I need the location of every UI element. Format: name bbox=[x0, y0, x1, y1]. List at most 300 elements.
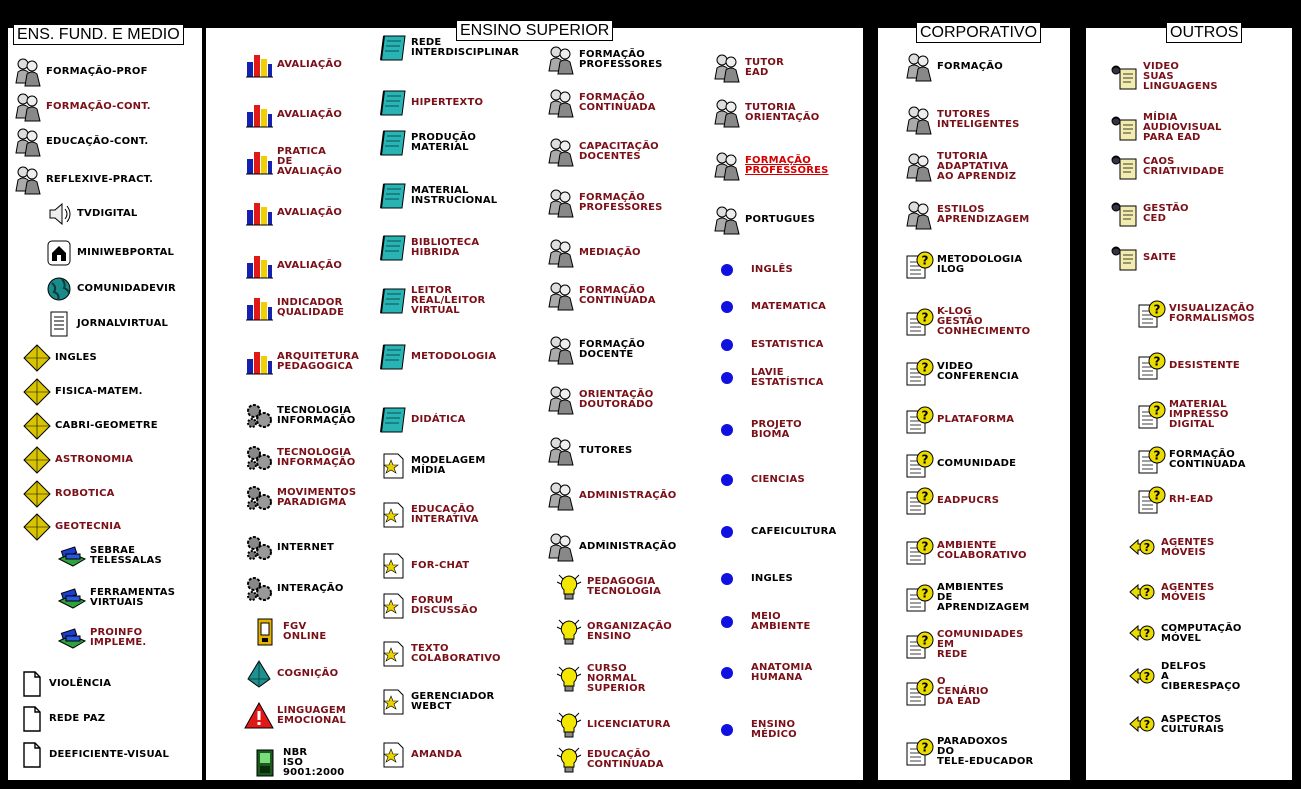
menu-link-ambientes-de-aprendizagem[interactable] bbox=[904, 583, 1029, 613]
menu-link-label: INTERAÇÃO bbox=[277, 583, 344, 594]
menu-link-label: INDICADOR QUALIDADE bbox=[277, 297, 345, 318]
menu-link-leitor-real-leitor-virtual[interactable] bbox=[378, 286, 485, 316]
svg-text:?: ? bbox=[1143, 718, 1151, 731]
menu-link-ferramentas-virtuais[interactable] bbox=[57, 583, 175, 613]
menu-link-label: FORMAÇÃO DOCENTE bbox=[579, 339, 645, 360]
menu-link-avalia-o[interactable] bbox=[244, 100, 342, 130]
menu-link-label: CABRI-GEOMETRE bbox=[55, 420, 158, 431]
people-group-icon bbox=[546, 335, 576, 365]
notebook-icon bbox=[378, 233, 408, 263]
menu-link-hipertexto[interactable] bbox=[378, 88, 483, 118]
menu-link-label: RH-EAD bbox=[1169, 494, 1214, 505]
menu-link-label: VIOLÊNCIA bbox=[49, 678, 112, 689]
blue-dot-icon bbox=[718, 292, 748, 322]
menu-link-tutoria-adaptativa-ao-aprendiz[interactable] bbox=[904, 152, 1016, 182]
menu-link-label: COMUNIDADES EM REDE bbox=[937, 629, 1024, 660]
menu-link-label: CAOS CRIATIVIDADE bbox=[1143, 156, 1225, 177]
menu-link-orienta-o-doutorado[interactable] bbox=[546, 385, 654, 415]
menu-link-label: BIBLIOTECA HIBRIDA bbox=[411, 237, 480, 258]
menu-link-label: COGNIÇÃO bbox=[277, 668, 339, 679]
menu-link-tecnologia-informa-o[interactable] bbox=[244, 443, 355, 473]
bar-chart-icon bbox=[244, 293, 274, 323]
menu-link-label: INGLES bbox=[55, 352, 97, 363]
menu-link-label: REFLEXIVE-PRACT. bbox=[46, 174, 154, 185]
menu-link-label: COMPUTAÇÃO MÓVEL bbox=[1161, 623, 1242, 644]
menu-link-rh-ead[interactable] bbox=[1136, 485, 1213, 515]
menu-link-visualiza-o-formalismos[interactable] bbox=[1136, 299, 1255, 329]
menu-link-label: JORNALVIRTUAL bbox=[77, 318, 169, 329]
notebook-icon bbox=[378, 181, 408, 211]
menu-link-estilos-aprendizagem[interactable] bbox=[904, 200, 1029, 230]
menu-link-matematica[interactable] bbox=[718, 292, 826, 322]
menu-link-label: MATERIAL INSTRUCIONAL bbox=[411, 185, 498, 206]
menu-link-pedagogia-tecnologia[interactable] bbox=[554, 572, 661, 602]
menu-link-indicador-qualidade[interactable] bbox=[244, 293, 344, 323]
menu-link-ambiente-colaborativo[interactable] bbox=[904, 536, 1027, 566]
blue-dot-icon bbox=[718, 465, 748, 495]
menu-link-licenciatura[interactable] bbox=[554, 710, 670, 740]
question-doc-icon bbox=[904, 307, 934, 337]
blank-page-icon bbox=[16, 669, 46, 699]
newspaper-icon bbox=[44, 309, 74, 339]
menu-link-label: ESTATISTICA bbox=[751, 339, 824, 350]
phone-icon bbox=[250, 617, 280, 647]
menu-link-label: AMBIENTE COLABORATIVO bbox=[937, 540, 1027, 561]
people-group-icon bbox=[904, 105, 934, 135]
people-group-icon bbox=[904, 200, 934, 230]
menu-link-k-log-gest-o-conhecimento[interactable] bbox=[904, 307, 1030, 337]
menu-link-agentes-m-veis[interactable] bbox=[1128, 578, 1214, 608]
menu-link-label: ARQUITETURA PEDAGOGICA bbox=[277, 351, 360, 372]
menu-link-m-dia-audiovisual-para-ead[interactable] bbox=[1110, 113, 1222, 143]
people-group-icon bbox=[712, 151, 742, 181]
menu-link-label: METODOLOGIA bbox=[411, 351, 497, 362]
menu-link-label: MINIWEBPORTAL bbox=[77, 247, 175, 258]
menu-link-label: ASPECTOS CULTURAIS bbox=[1161, 714, 1225, 735]
menu-link-cafeicultura[interactable] bbox=[718, 517, 836, 547]
menu-link-educa-o-interativa[interactable] bbox=[378, 500, 479, 530]
warning-icon bbox=[244, 701, 274, 731]
menu-link-label: PLATAFORMA bbox=[937, 414, 1015, 425]
menu-link-ensino-m-dico[interactable] bbox=[718, 715, 797, 745]
menu-link-forma-o-continuada[interactable] bbox=[546, 88, 656, 118]
menu-link-ciencias[interactable] bbox=[718, 465, 805, 495]
menu-link-forma-o-continuada[interactable] bbox=[546, 281, 656, 311]
menu-link-gerenciador-webct[interactable] bbox=[378, 687, 494, 717]
menu-link-projeto-bioma[interactable] bbox=[718, 415, 802, 445]
menu-link-saite[interactable] bbox=[1110, 243, 1176, 273]
menu-link-label: AMBIENTES DE APRENDIZAGEM bbox=[937, 582, 1030, 613]
blue-dot-icon bbox=[718, 517, 748, 547]
menu-link-tutor-ead[interactable] bbox=[712, 53, 784, 83]
menu-link-eadpucrs[interactable] bbox=[904, 486, 999, 516]
menu-link-lavie-estat-stica[interactable] bbox=[718, 363, 824, 393]
menu-link-caos-criatividade[interactable] bbox=[1110, 152, 1224, 182]
menu-link-robotica[interactable] bbox=[22, 479, 115, 509]
question-arrow-icon bbox=[1128, 619, 1158, 649]
menu-link-forma-o-continuada[interactable] bbox=[1136, 445, 1246, 475]
menu-link-educa-o-continuada[interactable] bbox=[554, 745, 664, 775]
menu-link-avalia-o[interactable] bbox=[244, 251, 342, 281]
menu-link-aspectos-culturais[interactable] bbox=[1128, 710, 1224, 740]
menu-link-label: AVALIAÇÃO bbox=[277, 207, 343, 218]
menu-link-did-tica[interactable] bbox=[378, 405, 466, 435]
menu-link-label: MÍDIA AUDIOVISUAL PARA EAD bbox=[1143, 112, 1222, 143]
menu-link-viol-ncia[interactable] bbox=[16, 669, 111, 699]
diamond-icon bbox=[22, 479, 52, 509]
notebook-icon bbox=[378, 286, 408, 316]
menu-link-label: LEITOR REAL/LEITOR VIRTUAL bbox=[411, 285, 486, 316]
menu-link-linguagem-emocional[interactable] bbox=[244, 701, 346, 731]
blank-page-icon bbox=[16, 740, 46, 770]
menu-link-label: FORMAÇÃO PROFESSORES bbox=[745, 155, 829, 176]
gears-icon bbox=[244, 483, 274, 513]
menu-link-arquitetura-pedagogica[interactable] bbox=[244, 347, 359, 377]
bar-chart-icon bbox=[244, 50, 274, 80]
question-doc-icon bbox=[904, 583, 934, 613]
lightbulb-icon bbox=[554, 664, 584, 694]
menu-link-paradoxos-do-tele-educador[interactable] bbox=[904, 737, 1033, 767]
menu-link-desistente[interactable] bbox=[1136, 351, 1240, 381]
menu-link-label: DIDÁTICA bbox=[411, 414, 466, 425]
menu-link-administra-o[interactable] bbox=[546, 532, 676, 562]
menu-link-comunidades-em-rede[interactable] bbox=[904, 630, 1024, 660]
svg-text:?: ? bbox=[1153, 448, 1161, 463]
menu-link-label: DELFOS A CIBERESPAÇO bbox=[1161, 661, 1241, 692]
people-group-icon bbox=[13, 127, 43, 157]
menu-link-metodologia[interactable] bbox=[378, 342, 496, 372]
menu-link-label: ESTILOS APRENDIZAGEM bbox=[937, 204, 1030, 225]
menu-link-administra-o[interactable] bbox=[546, 481, 676, 511]
people-group-icon bbox=[546, 436, 576, 466]
menu-link-forma-o-prof[interactable] bbox=[13, 57, 148, 87]
menu-link-estatistica[interactable] bbox=[718, 330, 824, 360]
menu-link-plataforma[interactable] bbox=[904, 405, 1014, 435]
people-group-icon bbox=[13, 92, 43, 122]
question-doc-icon bbox=[904, 486, 934, 516]
gears-icon bbox=[244, 401, 274, 431]
menu-link-label: TUTORES bbox=[579, 445, 633, 456]
menu-link-label: LINGUAGEM EMOCIONAL bbox=[277, 705, 347, 726]
menu-link-label: FORMAÇÃO CONTINUADA bbox=[579, 285, 656, 306]
books-icon bbox=[57, 583, 87, 613]
menu-link-label: EDUCAÇÃO-CONT. bbox=[46, 136, 149, 147]
menu-link-forma-o-docente[interactable] bbox=[546, 335, 645, 365]
menu-link-rede-paz[interactable] bbox=[16, 704, 105, 734]
menu-link-texto-colaborativo[interactable] bbox=[378, 639, 501, 669]
star-page-icon bbox=[378, 591, 408, 621]
menu-link-video-conferencia[interactable] bbox=[904, 357, 1019, 387]
menu-link-anatomia-humana[interactable] bbox=[718, 658, 812, 688]
question-arrow-icon bbox=[1128, 662, 1158, 692]
people-group-icon bbox=[546, 238, 576, 268]
question-arrow-icon bbox=[1128, 533, 1158, 563]
scroll-icon bbox=[1110, 62, 1140, 92]
menu-link-delfos-a-ciberespa-o[interactable] bbox=[1128, 662, 1240, 692]
menu-link-amanda[interactable] bbox=[378, 740, 462, 770]
bar-chart-icon bbox=[244, 347, 274, 377]
question-doc-icon bbox=[1136, 485, 1166, 515]
blank-page-icon bbox=[16, 704, 46, 734]
svg-text:?: ? bbox=[1153, 354, 1161, 369]
lightbulb-icon bbox=[554, 745, 584, 775]
lightbulb-icon bbox=[554, 617, 584, 647]
menu-link-label: TUTORES INTELIGENTES bbox=[937, 109, 1020, 130]
gears-icon bbox=[244, 533, 274, 563]
house-icon bbox=[44, 238, 74, 268]
svg-text:?: ? bbox=[921, 539, 929, 554]
menu-link-label: MEIO AMBIENTE bbox=[751, 611, 811, 632]
menu-link-label: FOR-CHAT bbox=[411, 560, 470, 571]
blue-dot-icon bbox=[718, 330, 748, 360]
bar-chart-icon bbox=[244, 100, 274, 130]
menu-link-label: PRATICA DE AVALIAÇÃO bbox=[277, 146, 343, 177]
notebook-icon bbox=[378, 88, 408, 118]
menu-link-organiza-o-ensino[interactable] bbox=[554, 617, 672, 647]
menu-link-label: FORMAÇÃO PROFESSORES bbox=[579, 192, 663, 213]
svg-text:?: ? bbox=[1153, 302, 1161, 317]
question-doc-icon bbox=[904, 357, 934, 387]
people-group-icon bbox=[546, 385, 576, 415]
lightbulb-icon bbox=[554, 710, 584, 740]
blue-dot-icon bbox=[718, 607, 748, 637]
people-group-icon bbox=[546, 281, 576, 311]
menu-link-label: GERENCIADOR WEBCT bbox=[411, 691, 495, 712]
menu-link-label: CURSO NORMAL SUPERIOR bbox=[587, 663, 646, 694]
menu-link-label: PRODUÇÃO MATERIAL bbox=[411, 132, 477, 153]
bar-chart-icon bbox=[244, 251, 274, 281]
blue-dot-icon bbox=[718, 255, 748, 285]
menu-link-metodologia-ilog[interactable] bbox=[904, 250, 1022, 280]
menu-link-computa-o-m-vel[interactable] bbox=[1128, 619, 1242, 649]
svg-text:?: ? bbox=[1143, 541, 1151, 554]
menu-link-label: PEDAGOGIA TECNOLOGIA bbox=[587, 576, 662, 597]
menu-link-tutoria-orienta-o[interactable] bbox=[712, 98, 820, 128]
menu-link-forma-o[interactable] bbox=[904, 52, 1003, 82]
menu-link-portugues[interactable] bbox=[712, 205, 815, 235]
menu-link-educa-o-cont[interactable] bbox=[13, 127, 148, 157]
menu-link-label: GEOTECNIA bbox=[55, 521, 122, 532]
scroll-icon bbox=[1110, 113, 1140, 143]
menu-link-material-instrucional[interactable] bbox=[378, 181, 497, 211]
menu-link-label: MODELAGEM MÍDIA bbox=[411, 455, 486, 476]
gears-icon bbox=[244, 574, 274, 604]
menu-link-curso-normal-superior[interactable] bbox=[554, 664, 646, 694]
svg-text:?: ? bbox=[1143, 670, 1151, 683]
svg-text:?: ? bbox=[1153, 403, 1161, 418]
star-page-icon bbox=[378, 451, 408, 481]
menu-link-miniwebportal[interactable] bbox=[44, 238, 174, 268]
diamond-icon bbox=[22, 445, 52, 475]
menu-link-label: AVALIAÇÃO bbox=[277, 260, 343, 271]
svg-text:?: ? bbox=[921, 586, 929, 601]
menu-link-proinfo-impleme[interactable] bbox=[57, 623, 146, 653]
question-doc-icon bbox=[904, 405, 934, 435]
svg-text:?: ? bbox=[921, 253, 929, 268]
menu-link-label: MOVIMENTOS PARADIGMA bbox=[277, 487, 357, 508]
star-page-icon bbox=[378, 639, 408, 669]
menu-link-label: AVALIAÇÃO bbox=[277, 59, 343, 70]
blue-dot-icon bbox=[718, 363, 748, 393]
menu-link-label: FORMAÇÃO CONTINUADA bbox=[1169, 449, 1246, 470]
menu-link-label: REDE INTERDISCIPLINAR bbox=[411, 37, 520, 58]
scroll-icon bbox=[1110, 199, 1140, 229]
menu-link-label: GESTÃO CED bbox=[1143, 203, 1189, 224]
lightbulb-icon bbox=[554, 572, 584, 602]
menu-link-label: ADMINISTRAÇÃO bbox=[579, 490, 677, 501]
menu-link-label: EADPUCRS bbox=[937, 495, 1000, 506]
question-doc-icon bbox=[904, 630, 934, 660]
people-group-icon bbox=[13, 57, 43, 87]
menu-link-forma-o-professores[interactable] bbox=[712, 151, 829, 181]
menu-link-label: TECNOLOGIA INFORMAÇÃO bbox=[277, 447, 356, 468]
menu-link-ingles[interactable] bbox=[22, 343, 97, 373]
menu-link-rede-interdisciplinar[interactable] bbox=[378, 33, 519, 63]
question-doc-icon bbox=[1136, 299, 1166, 329]
menu-link-gest-o-ced[interactable] bbox=[1110, 199, 1189, 229]
svg-text:?: ? bbox=[921, 452, 929, 467]
menu-link-avalia-o[interactable] bbox=[244, 50, 342, 80]
people-group-icon bbox=[712, 98, 742, 128]
menu-link-biblioteca-hibrida[interactable] bbox=[378, 233, 479, 263]
menu-link-label: DESISTENTE bbox=[1169, 360, 1240, 371]
menu-link-fisica-matem[interactable] bbox=[22, 377, 143, 407]
svg-text:?: ? bbox=[921, 680, 929, 695]
menu-link-label: PARADOXOS DO TELE-EDUCADOR bbox=[937, 736, 1034, 767]
menu-link-meio-ambiente[interactable] bbox=[718, 607, 811, 637]
menu-link-label: FORMAÇÃO bbox=[937, 61, 1003, 72]
menu-link-media-o[interactable] bbox=[546, 238, 641, 268]
menu-link-capacita-o-docentes[interactable] bbox=[546, 137, 659, 167]
menu-link-forum-discuss-o[interactable] bbox=[378, 591, 478, 621]
menu-link-cabri-geometre[interactable] bbox=[22, 411, 158, 441]
question-arrow-icon bbox=[1128, 578, 1158, 608]
menu-link-label: MATERIAL IMPRESSO DIGITAL bbox=[1169, 399, 1229, 430]
menu-link-label: VIDEO SUAS LINGUAGENS bbox=[1143, 61, 1218, 92]
books-icon bbox=[57, 623, 87, 653]
question-doc-icon bbox=[1136, 445, 1166, 475]
menu-link-tecnologia-informa-o[interactable] bbox=[244, 401, 355, 431]
scroll-icon bbox=[1110, 152, 1140, 182]
menu-link-forma-o-cont[interactable] bbox=[13, 92, 151, 122]
menu-link-movimentos-paradigma[interactable] bbox=[244, 483, 356, 513]
menu-link-material-impresso-digital[interactable] bbox=[1136, 400, 1229, 430]
menu-link-label: COMUNIDADE bbox=[937, 458, 1017, 469]
question-doc-icon bbox=[904, 536, 934, 566]
question-arrow-icon bbox=[1128, 710, 1158, 740]
menu-link-jornalvirtual[interactable] bbox=[44, 309, 168, 339]
menu-link-astronomia[interactable] bbox=[22, 445, 133, 475]
people-group-icon bbox=[546, 481, 576, 511]
people-group-icon bbox=[546, 532, 576, 562]
menu-link-label: FGV ONLINE bbox=[283, 621, 327, 642]
menu-link-for-chat[interactable] bbox=[378, 551, 469, 581]
menu-link-label: O CENÁRIO DA EAD bbox=[937, 676, 989, 707]
menu-link-label: ENSINO MÉDICO bbox=[751, 719, 797, 740]
svg-text:?: ? bbox=[921, 633, 929, 648]
menu-link-label: COMUNIDADEVIR bbox=[77, 283, 176, 294]
menu-link-label: EDUCAÇÃO CONTINUADA bbox=[587, 749, 664, 770]
menu-link-tutores-inteligentes[interactable] bbox=[904, 105, 1020, 135]
menu-link-label: INGLES bbox=[751, 573, 793, 584]
blue-dot-icon bbox=[718, 564, 748, 594]
menu-link-label: CAPACITAÇÃO DOCENTES bbox=[579, 141, 659, 162]
menu-link-label: INGLÊS bbox=[751, 264, 793, 275]
people-group-icon bbox=[546, 45, 576, 75]
menu-link-label: SAITE bbox=[1143, 252, 1177, 263]
svg-text:?: ? bbox=[1143, 627, 1151, 640]
menu-link-nbr-iso-9001-2000[interactable] bbox=[250, 748, 344, 778]
menu-link-ingl-s[interactable] bbox=[718, 255, 793, 285]
menu-link-label: VISUALIZAÇÃO FORMALISMOS bbox=[1169, 303, 1255, 324]
menu-link-label: VIDEO CONFERENCIA bbox=[937, 361, 1019, 382]
svg-text:?: ? bbox=[921, 360, 929, 375]
menu-link-tutores[interactable] bbox=[546, 436, 632, 466]
blue-dot-icon bbox=[718, 415, 748, 445]
menu-link-geotecnia[interactable] bbox=[22, 512, 121, 542]
question-doc-icon bbox=[904, 677, 934, 707]
menu-link-label: AGENTES MÓVEIS bbox=[1161, 582, 1215, 603]
menu-link-forma-o-professores[interactable] bbox=[546, 188, 663, 218]
menu-link-label: PROJETO BIOMA bbox=[751, 419, 802, 440]
menu-link-forma-o-professores[interactable] bbox=[546, 45, 663, 75]
question-doc-icon bbox=[1136, 351, 1166, 381]
menu-link-comunidadevir[interactable] bbox=[44, 274, 176, 304]
star-page-icon bbox=[378, 551, 408, 581]
star-page-icon bbox=[378, 500, 408, 530]
menu-link-avalia-o[interactable] bbox=[244, 198, 342, 228]
menu-link-intera-o[interactable] bbox=[244, 574, 344, 604]
menu-link-fgv-online[interactable] bbox=[250, 617, 326, 647]
menu-link-label: CIENCIAS bbox=[751, 474, 805, 485]
notebook-icon bbox=[378, 342, 408, 372]
menu-link-produ-o-material[interactable] bbox=[378, 128, 476, 158]
menu-link-o-cen-rio-da-ead[interactable] bbox=[904, 677, 989, 707]
people-group-icon bbox=[546, 188, 576, 218]
menu-link-reflexive-pract[interactable] bbox=[13, 165, 153, 195]
diamond-icon bbox=[22, 512, 52, 542]
menu-link-label: MATEMATICA bbox=[751, 301, 827, 312]
panel-corporativo bbox=[878, 28, 1070, 780]
notebook-icon bbox=[378, 405, 408, 435]
menu-link-modelagem-m-dia[interactable] bbox=[378, 451, 486, 481]
menu-link-tvdigital[interactable] bbox=[44, 199, 137, 229]
menu-link-label: NBR ISO 9001:2000 bbox=[283, 747, 345, 778]
people-group-icon bbox=[712, 205, 742, 235]
svg-text:?: ? bbox=[1143, 586, 1151, 599]
menu-link-agentes-m-veis[interactable] bbox=[1128, 533, 1214, 563]
menu-link-sebrae-telessalas[interactable] bbox=[57, 541, 162, 571]
menu-link-label: FORUM DISCUSSÃO bbox=[411, 595, 478, 616]
menu-link-label: FORMAÇÃO-CONT. bbox=[46, 101, 151, 112]
svg-text:?: ? bbox=[921, 310, 929, 325]
menu-link-label: AMANDA bbox=[411, 749, 463, 760]
menu-link-pratica-de-avalia-o[interactable] bbox=[244, 147, 342, 177]
device-icon bbox=[250, 748, 280, 778]
menu-link-internet[interactable] bbox=[244, 533, 334, 563]
people-group-icon bbox=[712, 53, 742, 83]
svg-text:?: ? bbox=[921, 489, 929, 504]
people-group-icon bbox=[904, 52, 934, 82]
bar-chart-icon bbox=[244, 198, 274, 228]
menu-link-video-suas-linguagens[interactable] bbox=[1110, 62, 1218, 92]
menu-link-comunidade[interactable] bbox=[904, 449, 1016, 479]
menu-link-cogni-o[interactable] bbox=[244, 659, 338, 689]
menu-link-ingles[interactable] bbox=[718, 564, 793, 594]
question-doc-icon bbox=[1136, 400, 1166, 430]
menu-link-deeficiente-visual[interactable] bbox=[16, 740, 169, 770]
menu-link-label: FORMAÇÃO-PROF bbox=[46, 66, 148, 77]
